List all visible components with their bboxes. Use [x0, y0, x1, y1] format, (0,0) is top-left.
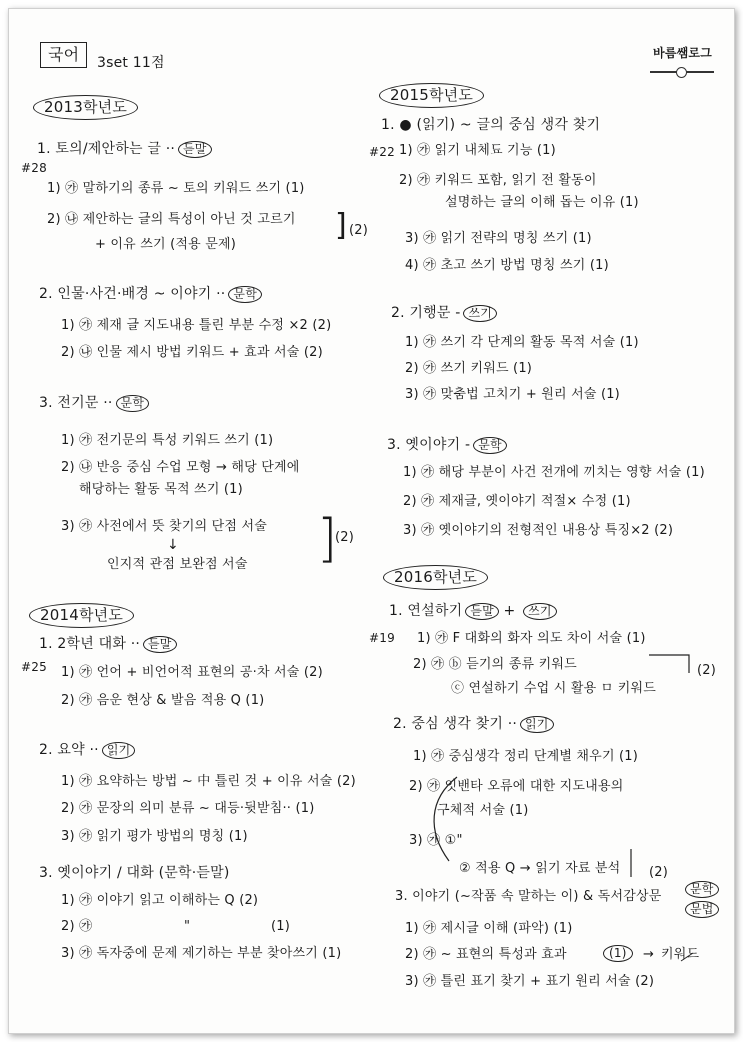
- list-item: 3) ㉮ 틀린 표기 찾기 + 표기 원리 서술 (2): [405, 974, 655, 989]
- list-item: + 이유 쓰기 (적용 문제): [95, 237, 237, 252]
- list-item: 2) ㉮ 잇밴타 오류에 대한 지도내용의: [409, 779, 624, 794]
- list-item: 2) ㉮ ⓑ 듣기의 종류 키워드: [413, 657, 577, 672]
- category-tag: 듣말: [178, 141, 212, 158]
- score-label: (2): [697, 663, 717, 678]
- category-tag: 문학: [228, 286, 262, 303]
- list-item: 1) ㉮ 제시글 이해 (파악) (1): [405, 921, 573, 936]
- list-item: 1) ㉮ 말하기의 종류 ~ 토의 키워드 쓰기 (1): [47, 181, 305, 196]
- list-item: 3) ㉮ 독자중에 문제 제기하는 부분 찾아쓰기 (1): [61, 946, 342, 961]
- category-tag: 쓰기: [523, 603, 557, 620]
- section-title: 3. 전기문 ·· 문학: [39, 395, 149, 413]
- list-item: 키워드: [661, 947, 700, 962]
- question-number: #28: [21, 161, 47, 175]
- ditto-mark: ": [184, 919, 191, 934]
- section-title: 1. 토의/제안하는 글 ·· 듣말: [37, 141, 212, 159]
- section-title: 1. ● (읽기) ~ 글의 중심 생각 찾기: [381, 117, 601, 133]
- score-label: (2): [349, 223, 369, 238]
- list-item: 1) ㉮ 전기문의 특성 키워드 쓰기 (1): [61, 433, 274, 448]
- down-arrow-icon: ↓: [167, 537, 179, 553]
- category-tag: 문학: [473, 437, 507, 454]
- bracket: ]: [317, 509, 338, 569]
- list-item: 3) ㉮ 사전에서 뜻 찾기의 단점 서술: [61, 519, 268, 534]
- list-item: 1) ㉮ 쓰기 각 단계의 활동 목적 서술 (1): [405, 335, 639, 350]
- list-item: 설명하는 글의 이해 돕는 이유 (1): [445, 195, 639, 210]
- list-item: 2) ㉯ 인물 제시 방법 키워드 + 효과 서술 (2): [61, 345, 323, 360]
- list-item: 2) ㉯ 반응 중심 수업 모형 → 해당 단계에: [61, 460, 300, 475]
- list-item: 2) ㉮: [61, 919, 93, 934]
- question-number: #22: [369, 145, 395, 159]
- list-item: 1) ㉮ 이야기 읽고 이해하는 Q (2): [61, 893, 259, 908]
- category-tag: 듣말: [465, 603, 499, 620]
- score-label: (2): [335, 530, 355, 545]
- year-2016: 2016학년도: [383, 565, 488, 590]
- list-item: 3) ㉮ 읽기 평가 방법의 명칭 (1): [61, 829, 248, 844]
- arrow-icon: →: [643, 947, 655, 962]
- list-item: 1) ㉮ 중심생각 정리 단계별 채우기 (1): [413, 749, 639, 764]
- list-item: 1) ㉮ 제재 글 지도내용 틀린 부분 수정 ×2 (2): [61, 318, 332, 333]
- list-item: 2) ㉮ 키워드 포함, 읽기 전 활동이: [399, 173, 597, 188]
- list-item: 2) ㉮ 음운 현상 & 발음 적용 Q (1): [61, 693, 265, 708]
- section-title: 2. 중심 생각 찾기 ·· 읽기: [393, 716, 554, 734]
- section-title: 3. 이야기 (~작품 속 말하는 이) & 독서감상문: [395, 889, 662, 904]
- subject-box: 국어: [40, 42, 87, 68]
- brand-label: 바름쌤로그: [653, 46, 712, 60]
- category-tag: 읽기: [520, 716, 554, 733]
- score-label: (2): [649, 865, 669, 880]
- category-tag: 문학: [116, 395, 150, 412]
- list-item: 3) ㉮ 옛이야기의 전형적인 내용상 특징×2 (2): [403, 523, 674, 538]
- section-title: 2. 요약 ·· 읽기: [39, 742, 135, 760]
- list-item: 1) ㉮ 요약하는 방법 ~ 中 틀린 것 + 이유 서술 (2): [61, 774, 356, 789]
- category-tag: 읽기: [102, 742, 136, 759]
- section-title: 2. 인물·사건·배경 ~ 이야기 ·· 문학: [39, 286, 262, 304]
- score-label: (1): [603, 945, 633, 962]
- category-tag: 쓰기: [463, 305, 497, 322]
- list-item: 1) ㉮ 읽기 내체됴 기능 (1): [399, 143, 556, 158]
- list-item: 2) ㉮ 문장의 의미 분류 ~ 대등·뒷받침·· (1): [61, 801, 315, 816]
- list-item: 1) ㉮ F 대화의 화자 의도 차이 서술 (1): [417, 631, 646, 646]
- note-page: [8, 8, 735, 1034]
- list-item: 2) ㉮ 쓰기 키워드 (1): [405, 361, 533, 376]
- year-2013: 2013학년도: [33, 95, 138, 120]
- list-item: ⓒ 연설하기 수업 시 활용 ㅁ 키워드: [451, 681, 657, 696]
- question-number: #19: [369, 631, 395, 645]
- list-item: 2) ㉮ 제재글, 옛이야기 적절× 수정 (1): [403, 494, 631, 509]
- list-item: 해당하는 활동 목적 쓰기 (1): [79, 482, 243, 497]
- list-item: 2) ㉮ ~ 표현의 특성과 효과: [405, 947, 567, 962]
- list-item: 1) ㉮ 해당 부분이 사건 전개에 끼치는 영향 서술 (1): [403, 465, 705, 480]
- annotation-strokes: [9, 9, 734, 1033]
- category-tag: 듣말: [143, 636, 177, 653]
- section-title: 3. 옛이야기 / 대화 (문학·듣말): [39, 865, 230, 881]
- section-title: 3. 옛이야기 - 문학: [387, 437, 507, 455]
- bracket: ]: [335, 208, 347, 243]
- score-label: (1): [271, 919, 291, 934]
- list-item: 3) ㉮ 맞춤법 고치기 + 원리 서술 (1): [405, 387, 620, 402]
- year-2014: 2014학년도: [29, 603, 134, 628]
- category-tag: 문학: [685, 881, 719, 898]
- section-title: 1. 2학년 대화 ·· 듣말: [39, 636, 177, 654]
- list-item: 2) ㉯ 제안하는 글의 특성이 아닌 것 고르기: [47, 212, 296, 227]
- note-meta: 3set 11점: [97, 55, 165, 71]
- list-item: 4) ㉮ 초고 쓰기 방법 명칭 쓰기 (1): [405, 258, 609, 273]
- question-number: #25: [21, 660, 47, 674]
- list-item: 구체적 서술 (1): [437, 803, 529, 818]
- list-item: 인지적 관점 보완점 서술: [107, 557, 248, 572]
- section-title: 2. 기행문 - 쓰기: [391, 305, 497, 323]
- year-2015: 2015학년도: [379, 83, 484, 108]
- category-tag: 문법: [685, 901, 719, 918]
- list-item: 1) ㉮ 언어 + 비언어적 표현의 공·차 서술 (2): [61, 665, 323, 680]
- list-item: ② 적용 Q → 읽기 자료 분석: [459, 861, 621, 876]
- list-item: 3) ㉮ ①": [409, 833, 463, 848]
- section-title: 1. 연설하기 듣말 + 쓰기: [389, 603, 557, 621]
- list-item: 3) ㉮ 읽기 전략의 명칭 쓰기 (1): [405, 231, 592, 246]
